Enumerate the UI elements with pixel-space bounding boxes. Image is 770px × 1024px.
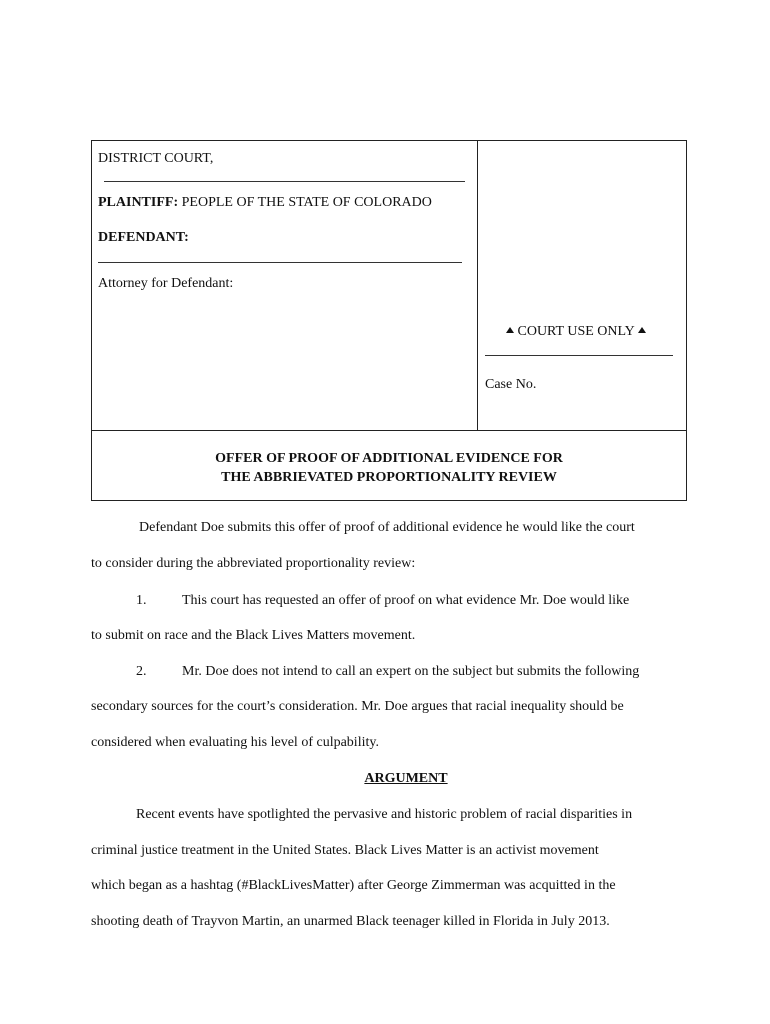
plaintiff-label: PLAINTIFF: xyxy=(98,195,179,210)
argument-line: shooting death of Trayvon Martin, an unarmed Black teenager killed in Florida in July 2013. xyxy=(91,914,610,929)
item-text: This court has requested an offer of proof on what evidence Mr. Doe would like xyxy=(182,593,630,608)
court-name: DISTRICT COURT, xyxy=(98,151,214,166)
argument-heading: ARGUMENT xyxy=(364,771,448,786)
plaintiff-value: PEOPLE OF THE STATE OF COLORADO xyxy=(178,195,432,210)
caption-left-cell xyxy=(92,141,478,430)
court-use-only-label xyxy=(506,324,646,340)
up-triangle-icon xyxy=(506,327,514,333)
item-text-continued: considered when evaluating his level of culpability. xyxy=(91,735,379,750)
up-triangle-icon xyxy=(638,327,646,333)
item-text-continued: to submit on race and the Black Lives Matters movement. xyxy=(91,628,416,643)
divider-line xyxy=(104,181,465,182)
item-number: 2. xyxy=(136,664,147,679)
attorney-label: Attorney for Defendant: xyxy=(98,276,234,291)
document-title-line1: OFFER OF PROOF OF ADDITIONAL EVIDENCE FOR xyxy=(215,451,563,466)
item-text: Mr. Doe does not intend to call an expert on the subject but submits the following xyxy=(182,664,640,679)
numbered-item-1 xyxy=(136,593,736,609)
intro-line: Defendant Doe submits this offer of proof of additional evidence he would like the court xyxy=(139,520,635,535)
document-title-line2: THE ABBRIEVATED PROPORTIONALITY REVIEW xyxy=(221,470,557,485)
argument-line: criminal justice treatment in the United States. Black Lives Matter is an activist movement xyxy=(91,843,599,858)
numbered-item-2 xyxy=(136,664,736,680)
argument-line: which began as a hashtag (#BlackLivesMatter) after George Zimmerman was acquitted in the xyxy=(91,878,616,893)
document-title xyxy=(92,430,686,500)
defendant-label: DEFENDANT: xyxy=(98,230,189,245)
divider-line xyxy=(485,355,673,356)
case-caption-box xyxy=(91,140,687,501)
item-text-continued: secondary sources for the court’s consideration. Mr. Doe argues that racial inequality should be xyxy=(91,699,624,714)
divider-line xyxy=(98,262,462,263)
court-use-only-text: COURT USE ONLY xyxy=(517,324,635,339)
argument-line: Recent events have spotlighted the pervasive and historic problem of racial disparities in xyxy=(136,807,633,822)
intro-line: to consider during the abbreviated proportionality review: xyxy=(91,556,416,571)
case-number-label: Case No. xyxy=(485,377,537,392)
item-number: 1. xyxy=(136,593,147,608)
plaintiff-line xyxy=(98,195,432,211)
caption-right-cell xyxy=(478,141,686,430)
